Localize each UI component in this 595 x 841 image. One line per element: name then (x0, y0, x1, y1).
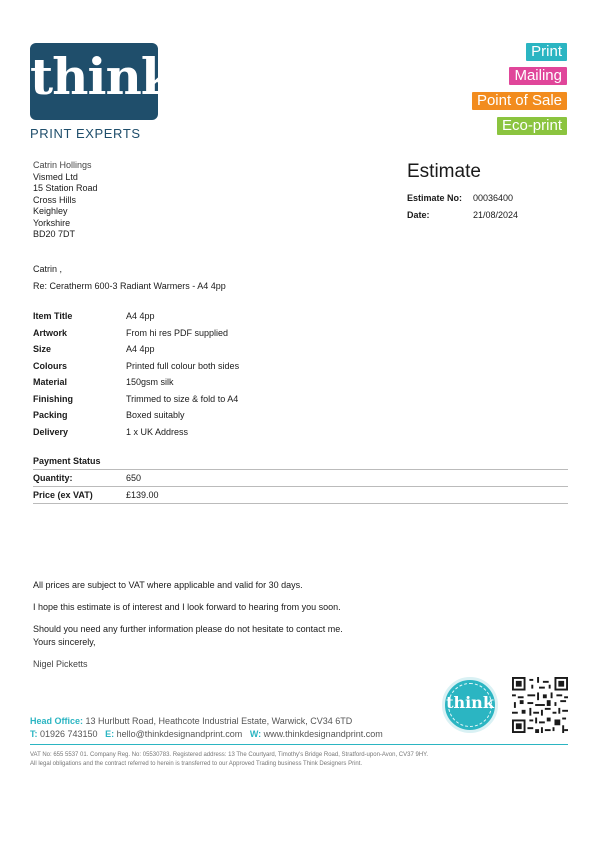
divider (33, 503, 568, 504)
spec-row (33, 328, 239, 345)
spec-row (33, 361, 239, 378)
document-title: Estimate (407, 161, 481, 182)
price-row (33, 490, 159, 507)
spec-key: Material (33, 377, 68, 387)
price-value: £139.00 (126, 490, 159, 500)
estimate-date: 21/08/2024 (473, 210, 519, 220)
estimate-number-row (407, 193, 513, 203)
quantity-row (33, 473, 159, 490)
spec-value: 1 x UK Address (126, 426, 189, 437)
hope-note: I hope this estimate is of interest and I look forward to hearing from you soon. (33, 602, 341, 612)
tag-mailing: Mailing (509, 67, 567, 85)
qr-code-icon (512, 677, 568, 733)
spec-key: Finishing (33, 393, 73, 404)
email-label: E: (105, 729, 115, 739)
web-label: W: (249, 729, 262, 739)
spec-value: Trimmed to size & fold to A4 (126, 393, 239, 404)
spec-row (33, 410, 239, 427)
address-line: BD20 7DT (33, 229, 76, 239)
recipient-name: Catrin Hollings (33, 160, 92, 170)
closing-text (33, 580, 343, 681)
head-office-label: Head Office: (30, 716, 84, 726)
price-label: Price (ex VAT) (33, 490, 93, 500)
quantity-value: 650 (126, 473, 142, 483)
legal-line: VAT No: 655 5537 01. Company Reg. No: 05530783. Registered address: 13 The Courtyard, Timothy's Bridge Road, Stratford-upon-Avon, CV37 9HY. (30, 752, 429, 758)
address-line: Keighley (33, 206, 68, 216)
spec-row (33, 377, 239, 394)
spec-key: Item Title (33, 311, 73, 321)
divider (33, 486, 568, 487)
yours-sincerely: Yours sincerely, (33, 637, 96, 647)
tag-eco-print: Eco-print (497, 117, 567, 135)
tag-point-of-sale: Point of Sale (472, 92, 567, 110)
contact-line (30, 729, 383, 739)
recipient-address (33, 160, 98, 241)
spec-key: Colours (33, 360, 68, 371)
web-link[interactable]: www.thinkdesignandprint.com (261, 729, 383, 739)
logo-wordmark: think (30, 47, 175, 106)
head-office (30, 716, 352, 726)
spec-key: Delivery (33, 426, 69, 437)
think-logo (30, 43, 175, 120)
phone-number: 01926 743150 (37, 729, 98, 739)
logo-subtitle: PRINT EXPERTS (30, 126, 141, 141)
estimate-number-label: Estimate No: (407, 193, 463, 203)
contact-note: Should you need any further information please do not hesitate to contact me. (33, 624, 343, 634)
spec-row (33, 394, 239, 411)
spec-table (33, 311, 239, 443)
email-link[interactable]: hello@thinkdesignandprint.com (114, 729, 243, 739)
signature: Nigel Picketts (33, 659, 88, 669)
legal-line: All legal obligations and the contract referred to herein is transferred to our Approved Trading business Think Designers Print. (30, 760, 363, 767)
spec-value: A4 4pp (126, 344, 155, 354)
spec-value: Boxed suitably (126, 410, 185, 420)
spec-row (33, 427, 239, 444)
greeting: Catrin , (33, 264, 63, 274)
address-line: Cross Hills (33, 194, 77, 205)
badge-wordmark: think (446, 693, 494, 712)
spec-key: Artwork (33, 327, 68, 338)
spec-value: From hi res PDF supplied (126, 327, 229, 338)
estimate-date-row (407, 210, 518, 220)
spec-row (33, 311, 239, 328)
address-line: Yorkshire (33, 217, 71, 228)
payment-heading: Payment Status (33, 456, 101, 466)
spec-key: Size (33, 344, 52, 354)
estimate-date-label: Date: (407, 210, 430, 220)
tag-print: Print (526, 43, 567, 61)
subject-line: Re: Ceratherm 600-3 Radiant Warmers - A4 4pp (33, 281, 226, 291)
spec-row (33, 344, 239, 361)
address-line: 15 Station Road (33, 183, 98, 193)
estimate-number: 00036400 (473, 193, 514, 203)
address-line: Vismed Ltd (33, 171, 78, 182)
legal-text (30, 751, 570, 768)
spec-value: Printed full colour both sides (126, 360, 240, 371)
phone-label: T: (30, 729, 38, 739)
divider (33, 469, 568, 470)
spec-value: 150gsm silk (126, 377, 174, 387)
head-office-address: 13 Hurlbutt Road, Heathcote Industrial Estate, Warwick, CV34 6TD (83, 716, 353, 726)
spec-key: Packing (33, 410, 68, 420)
footer-divider (30, 744, 568, 745)
payment-table (33, 473, 159, 507)
spec-value: A4 4pp (126, 311, 155, 321)
quantity-label: Quantity: (33, 473, 73, 483)
vat-note: All prices are subject to VAT where applicable and valid for 30 days. (33, 580, 303, 590)
think-badge-icon (442, 677, 498, 733)
